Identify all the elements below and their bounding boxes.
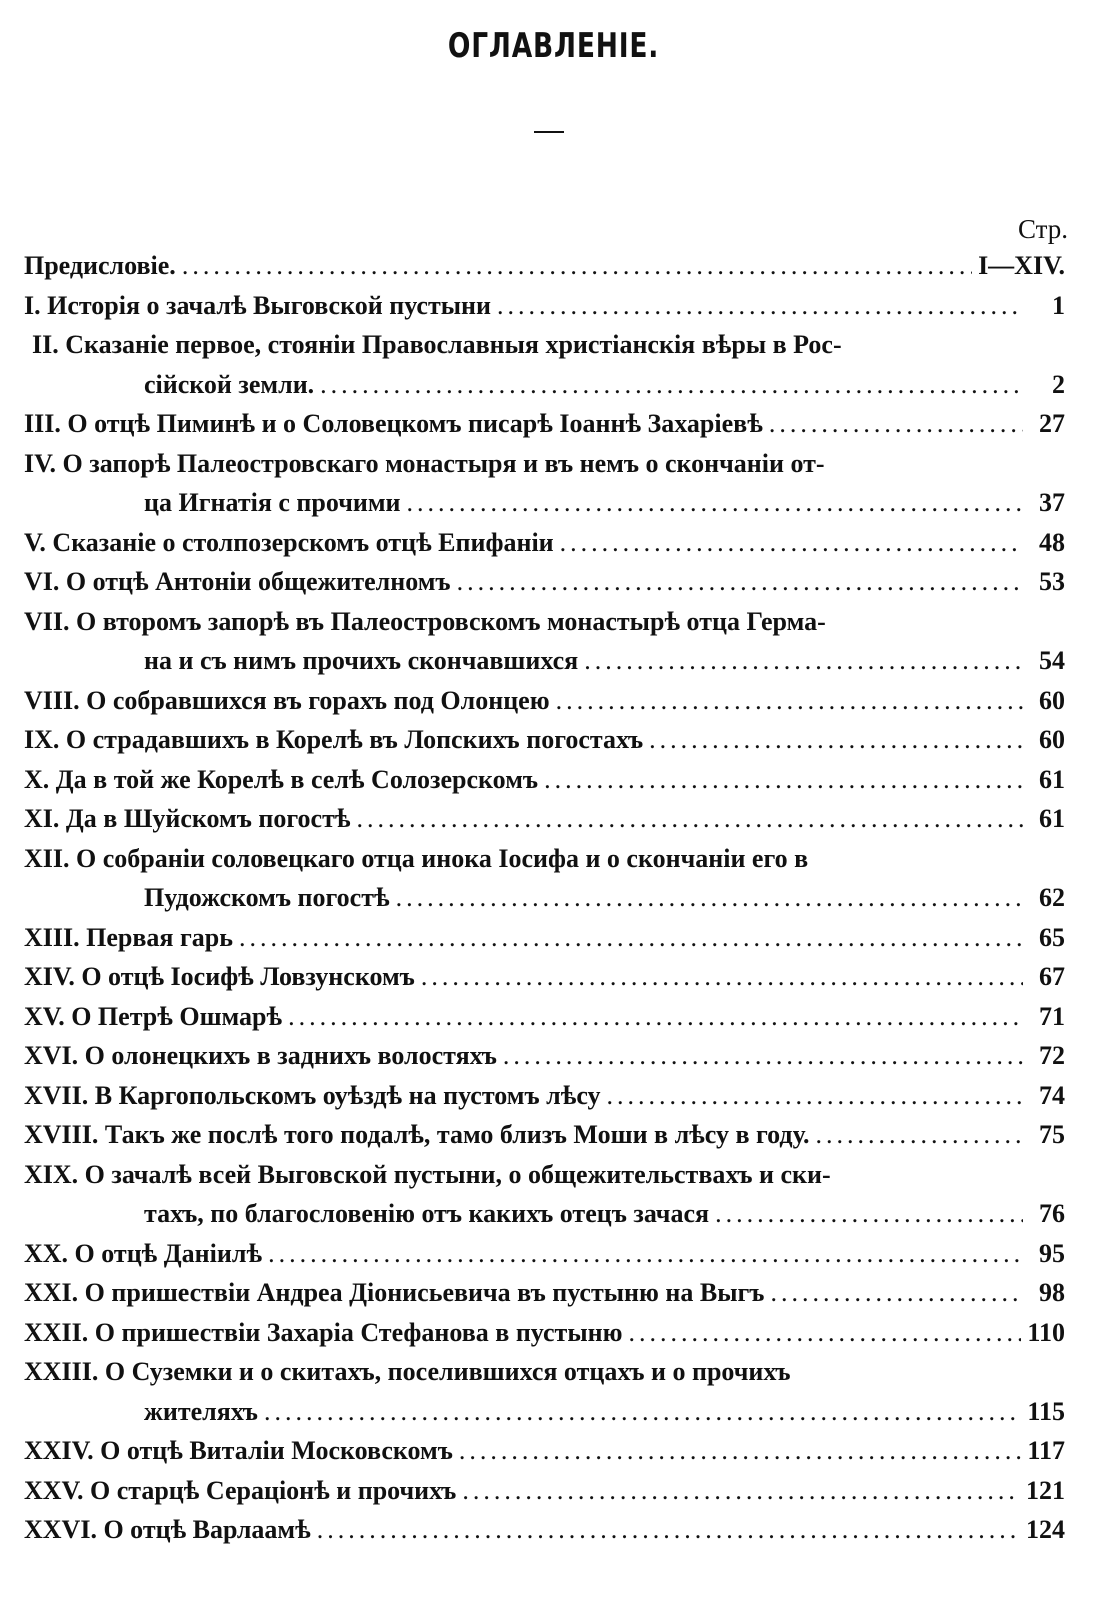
dot-leader <box>769 404 1023 444</box>
toc-entry <box>24 1352 1065 1431</box>
toc-entry-title: на и съ нимъ прочихъ скончавшихся <box>144 646 579 675</box>
toc-page-number: 65 <box>1039 922 1065 952</box>
toc-page-number: 53 <box>1039 567 1065 596</box>
toc-page-number: 117 <box>1027 1436 1065 1465</box>
toc-page-number: 75 <box>1039 1120 1065 1149</box>
dot-leader <box>407 483 1023 523</box>
toc-entry-title: XII. О собраніи соловецкаго отца инока Іосифа и о скончаніи его в <box>24 843 809 873</box>
dot-leader <box>182 246 972 286</box>
toc-entry <box>24 1471 1065 1511</box>
toc-entry-title: XVII. В Каргопольскомъ оуѣздѣ на пустомъ лѣсу <box>24 1080 601 1110</box>
dot-leader <box>288 997 1023 1037</box>
dot-leader <box>544 760 1023 800</box>
toc-page-number: 48 <box>1039 527 1065 557</box>
toc-entry-title: XIV. О отцѣ Іосифѣ Ловзунскомъ <box>24 962 415 991</box>
toc-page-number: 61 <box>1039 764 1065 794</box>
dot-leader <box>459 1431 1022 1471</box>
toc-entry <box>24 246 1065 286</box>
toc-page-number: 115 <box>1027 1396 1065 1426</box>
toc-entry-title: XIII. Первая гарь <box>24 922 233 952</box>
toc-page-number: 72 <box>1039 1041 1065 1070</box>
toc-entry <box>24 1155 1065 1234</box>
toc-page-number: 37 <box>1039 488 1065 517</box>
toc-page-number: 71 <box>1039 1001 1065 1031</box>
toc-entry <box>24 1431 1065 1471</box>
dot-leader <box>421 957 1023 997</box>
page-title: ОГЛАВЛЕНІЕ. <box>447 26 660 66</box>
toc-entry <box>24 799 1065 839</box>
toc-entry-title: V. Сказаніе о столпозерскомъ отцѣ Епифаніи <box>24 527 554 557</box>
dot-leader <box>815 1115 1023 1155</box>
dot-leader <box>320 365 1023 405</box>
dot-leader <box>239 918 1023 958</box>
dot-leader <box>356 799 1023 839</box>
toc-page-number: 1 <box>1052 290 1065 320</box>
toc-entry <box>24 760 1065 800</box>
dot-leader <box>560 523 1023 563</box>
toc-page-number: 110 <box>1027 1317 1065 1347</box>
toc-entry <box>24 1076 1065 1116</box>
toc-entry <box>24 1115 1065 1155</box>
dot-leader <box>715 1194 1023 1234</box>
dot-leader <box>556 681 1023 721</box>
toc-entry <box>24 957 1065 997</box>
dot-leader <box>497 286 1023 326</box>
toc-page-number: 76 <box>1039 1199 1065 1228</box>
toc-entry-title: IV. О запорѣ Палеостровскаго монастыря и въ немъ о скончаніи от- <box>24 448 825 478</box>
toc-entry <box>24 681 1065 721</box>
toc-page-number: 60 <box>1039 685 1065 715</box>
toc-page-number: I—XIV. <box>978 251 1065 280</box>
toc-entry <box>24 404 1065 444</box>
toc-entry-title: тахъ, по благословенію отъ какихъ отецъ зачася <box>144 1199 710 1228</box>
toc-entry-title: Пудожскомъ погостѣ <box>144 883 390 912</box>
toc-page-number: 98 <box>1039 1278 1065 1307</box>
toc-entry <box>24 918 1065 958</box>
toc-entry-title: Предисловіе. <box>24 251 176 280</box>
toc-entry <box>24 1313 1065 1353</box>
toc-page-number: 124 <box>1026 1515 1065 1544</box>
toc-entry <box>24 720 1065 760</box>
page-column-header: Стр. <box>1018 214 1069 244</box>
toc-page-number: 67 <box>1039 962 1065 991</box>
toc-entry-title: XV. О Петрѣ Ошмарѣ <box>24 1001 283 1031</box>
toc-entry-title: XX. О отцѣ Даніилѣ <box>24 1238 263 1268</box>
toc-entry-title: ца Игнатія с прочими <box>144 488 401 517</box>
toc-entry-title: XXIV. О отцѣ Виталіи Московскомъ <box>24 1436 453 1465</box>
toc-entry <box>24 602 1065 681</box>
dot-leader <box>628 1313 1021 1353</box>
toc-page-number: 121 <box>1026 1475 1065 1505</box>
toc-entry-title: I. Исторія о зачалѣ Выговской пустыни <box>24 290 491 320</box>
toc-entry <box>24 562 1065 602</box>
dot-leader <box>462 1471 1020 1511</box>
toc-page-number: 54 <box>1039 646 1065 675</box>
toc-entry-title: XIX. О зачалѣ всей Выговской пустыни, о общежительствахъ и ски- <box>24 1159 831 1189</box>
dot-leader <box>649 720 1023 760</box>
toc-entry-title: XI. Да в Шуйскомъ погостѣ <box>24 804 351 833</box>
toc-page-number: 74 <box>1039 1080 1065 1110</box>
toc-entry <box>24 997 1065 1037</box>
toc-entry-title: VI. О отцѣ Антоніи общежителномъ <box>24 567 451 596</box>
toc-entry-title: XXVI. О отцѣ Варлаамѣ <box>24 1515 311 1544</box>
toc-entry-title: XXIII. О Суземки и о скитахъ, поселившихся отцахъ и о прочихъ <box>24 1357 791 1386</box>
toc-page-number: 27 <box>1039 409 1065 438</box>
toc-page-number: 62 <box>1039 883 1065 912</box>
toc-entry-title: VII. О второмъ запорѣ въ Палеостровскомъ монастырѣ отца Герма- <box>24 606 826 636</box>
dot-leader <box>396 878 1023 918</box>
table-of-contents <box>24 246 1065 1550</box>
toc-entry <box>24 1036 1065 1076</box>
toc-entry-title: сійской земли. <box>144 369 315 399</box>
toc-entry <box>24 1510 1065 1550</box>
dot-leader <box>457 562 1023 602</box>
toc-entry-title: VIII. О собравшихся въ горахъ под Олонцею <box>24 685 550 715</box>
toc-entry <box>24 325 1065 404</box>
dot-leader <box>770 1273 1023 1313</box>
toc-entry-title: жителяхъ <box>144 1396 258 1426</box>
toc-entry-title: XXV. О старцѣ Сераціонѣ и прочихъ <box>24 1475 457 1505</box>
toc-page-number: 61 <box>1039 804 1065 833</box>
dot-leader <box>264 1392 1021 1432</box>
toc-entry-title: XXI. О пришествіи Андреа Діонисьевича въ пустыню на Выгъ <box>24 1278 765 1307</box>
toc-entry-title: XVIII. Такъ же послѣ того подалѣ, тамо близъ Моши в лѣсу в году. <box>24 1120 810 1149</box>
toc-page-number: 95 <box>1039 1238 1065 1268</box>
toc-entry-title: III. О отцѣ Пиминѣ и о Соловецкомъ писарѣ Іоаннѣ Захаріевѣ <box>24 409 763 438</box>
dot-leader <box>584 641 1023 681</box>
toc-page-number: 2 <box>1052 369 1065 399</box>
toc-entry-title: XXII. О пришествіи Захаріа Стефанова в пустыню <box>24 1317 623 1347</box>
toc-entry-title: II. Сказаніе первое, стояніи Православныя христіанскія вѣры в Рос- <box>32 330 842 359</box>
toc-page-number: 60 <box>1039 725 1065 754</box>
dot-leader <box>268 1234 1023 1274</box>
toc-entry <box>24 839 1065 918</box>
dot-leader <box>607 1076 1023 1116</box>
toc-entry <box>24 523 1065 563</box>
toc-entry-title: XVI. О олонецкихъ в заднихъ волостяхъ <box>24 1041 497 1070</box>
title-rule <box>534 131 564 133</box>
dot-leader <box>317 1510 1020 1550</box>
toc-entry-title: X. Да в той же Корелѣ в селѣ Солозерскомъ <box>24 764 539 794</box>
dot-leader <box>503 1036 1023 1076</box>
toc-entry <box>24 444 1065 523</box>
toc-entry <box>24 286 1065 326</box>
toc-entry <box>24 1234 1065 1274</box>
toc-entry <box>24 1273 1065 1313</box>
toc-entry-title: IX. О страдавшихъ в Корелѣ въ Лопскихъ погостахъ <box>24 725 644 754</box>
